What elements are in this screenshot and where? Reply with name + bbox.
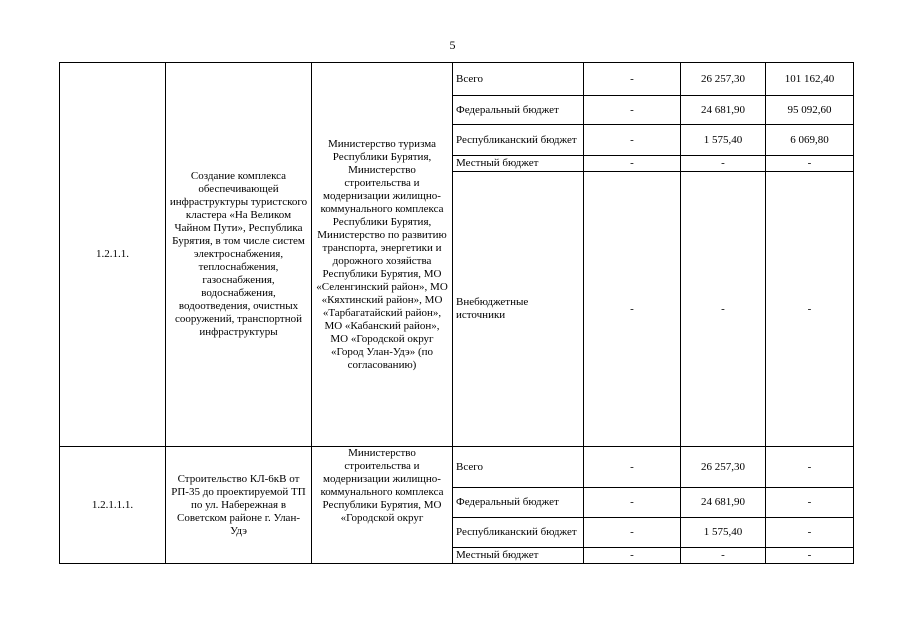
value-cell: - bbox=[766, 548, 854, 564]
value-cell: 1 575,40 bbox=[681, 518, 766, 548]
source-label: Местный бюджет bbox=[453, 156, 584, 172]
value-cell: 24 681,90 bbox=[681, 96, 766, 125]
value-cell: - bbox=[584, 447, 681, 488]
page-number: 5 bbox=[449, 38, 456, 52]
row-code: 1.2.1.1.1. bbox=[60, 447, 166, 564]
source-label: Всего bbox=[453, 447, 584, 488]
source-label: Федеральный бюджет bbox=[453, 96, 584, 125]
value-cell: - bbox=[766, 518, 854, 548]
value-cell: - bbox=[584, 518, 681, 548]
value-cell: - bbox=[681, 548, 766, 564]
value-cell: - bbox=[584, 125, 681, 156]
value-cell: 1 575,40 bbox=[681, 125, 766, 156]
value-cell: - bbox=[766, 447, 854, 488]
value-cell: 26 257,30 bbox=[681, 63, 766, 96]
row-name: Создание комплекса обеспечивающей инфраструктуры туристского кластера «На Великом Чайном Пути», Республика Бурятия, в том числе систем электроснабжения, теплоснабжения, газоснабжения, водоснабжения, водоотведения, очистных сооружений, транспортной инфраструктуры bbox=[166, 63, 312, 447]
table-row bbox=[60, 447, 854, 488]
value-cell: 101 162,40 bbox=[766, 63, 854, 96]
source-label: Местный бюджет bbox=[453, 548, 584, 564]
source-label: Внебюджетные источники bbox=[453, 172, 584, 447]
value-cell: - bbox=[584, 548, 681, 564]
value-cell: 6 069,80 bbox=[766, 125, 854, 156]
value-cell: - bbox=[584, 96, 681, 125]
value-cell: - bbox=[584, 488, 681, 518]
value-cell: - bbox=[766, 172, 854, 447]
value-cell: - bbox=[584, 63, 681, 96]
value-cell: - bbox=[681, 156, 766, 172]
value-cell: - bbox=[584, 156, 681, 172]
value-cell: - bbox=[681, 172, 766, 447]
row-code: 1.2.1.1. bbox=[60, 63, 166, 447]
source-label: Всего bbox=[453, 63, 584, 96]
value-cell: - bbox=[584, 172, 681, 447]
source-label: Федеральный бюджет bbox=[453, 488, 584, 518]
budget-table bbox=[59, 62, 854, 564]
source-label: Республиканский бюджет bbox=[453, 518, 584, 548]
value-cell: - bbox=[766, 488, 854, 518]
row-executor: Министерство туризма Республики Бурятия, Министерство строительства и модернизации жилищно-коммунального комплекса Республики Бурятия, Министерство по развитию транспорта, энергетики и дорожного хозяйства Республики Бурятия, МО «Селенгинский район», МО «Кяхтинский район», МО «Тарбагатайский район», МО «Кабанский район», МО «Городской округ «Город Улан-Удэ» (по согласованию) bbox=[312, 63, 453, 447]
value-cell: 95 092,60 bbox=[766, 96, 854, 125]
value-cell: 26 257,30 bbox=[681, 447, 766, 488]
row-executor: Министерство строительства и модернизации жилищно-коммунального комплекса Республики Бурятия, МО «Городской округ bbox=[312, 447, 453, 564]
value-cell: - bbox=[766, 156, 854, 172]
table-row bbox=[60, 63, 854, 96]
row-name: Строительство КЛ-6кВ от РП-35 до проектируемой ТП по ул. Набережная в Советском районе г. Улан-Удэ bbox=[166, 447, 312, 564]
source-label: Республиканский бюджет bbox=[453, 125, 584, 156]
value-cell: 24 681,90 bbox=[681, 488, 766, 518]
